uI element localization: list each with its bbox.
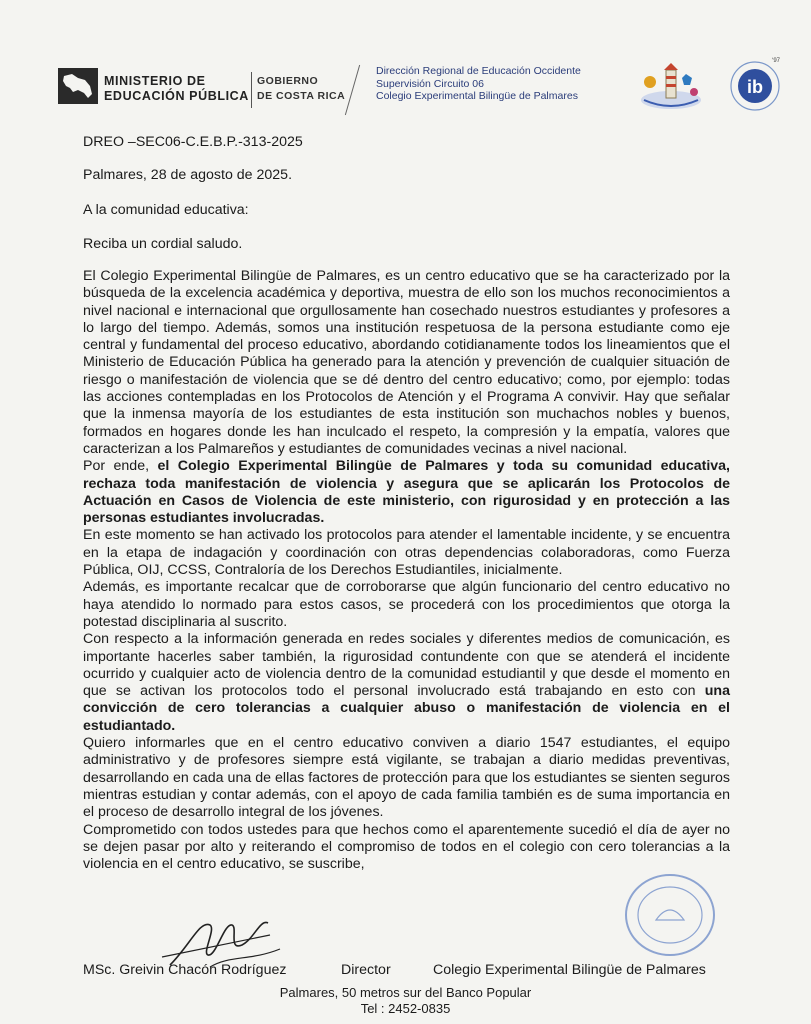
footer-address: Palmares, 50 metros sur del Banco Popular Tel : 2452-0835 [0,985,811,1017]
signer-name: MSc. Greivin Chacón Rodríguez [83,962,287,978]
reference-number: DREO –SEC06-C.E.B.P.-313-2025 [83,134,303,150]
government-name: GOBIERNO DE COSTA RICA [257,75,346,102]
paragraph-4: Además, es importante recalcar que de corroborarse que algún funcionario del centro educativo no haya atendido lo normado para estos casos, se procederá con los procedimientos que otorga la potestad disciplinaria al suscrito. [83,579,730,630]
paragraph-2: Por ende, el Colegio Experimental Bilingüe de Palmares y toda su comunidad educativa, rechaza toda manifestación de violencia y asegura que se aplicarán los Protocolos de Actuación en Casos de Violencia de este ministerio, con rigurosidad y en protección a las personas estudiantes involucradas. [83,458,730,527]
paragraph-5: Con respecto a la información generada en redes sociales y diferentes medios de comunicación, es importante hacerles saber también, la rigurosidad contundente con que se atenderá el incidente ocurrido y cualquier acto de violencia dentro de la comunidad estudiantil y que desde el momento en que se activan los protocolos todo el personal involucrado está trabajando en esto con una convicción de cero tolerancias a cualquier abuso o manifestación de violencia en el estudiantado. [83,631,730,734]
letter-date: Palmares, 28 de agosto de 2025. [83,167,293,183]
letterhead [58,58,781,118]
footer-phone: Tel : 2452-0835 [360,1001,451,1016]
signer-title: Director [341,962,391,978]
school-crest-icon [636,60,706,112]
salutation: Reciba un cordial saludo. [83,236,243,252]
recipient-line: A la comunidad educativa: [83,202,249,218]
svg-text:ib: ib [747,77,763,97]
header-slash-divider [345,65,360,115]
svg-text:‘97: ‘97 [772,58,781,64]
signer-institution: Colegio Experimental Bilingüe de Palmares [433,962,706,978]
paragraph-6: Quiero informarles que en el centro educativo conviven a diario 1547 estudiantes, el equipo administrativo y de profesores siempre está vigilante, se trabajan a diario medidas preventivas, desarrollando en cada una de ellas factores de protección para que los estudiantes se sienten seguros mientras estudian y contar además, con el apoyo de cada familia también es de suma importancia en el proceso de desarrollo integral de los jóvenes. [83,735,730,821]
official-stamp-icon [620,870,720,960]
paragraph-7: Comprometido con todos ustedes para que hechos como el aparentemente sucedió el día de ayer no se dejen pasar por alto y reiterando el compromiso de todos en el colegio con cero tolerancias a la violencia en el centro educativo, se suscribe, [83,821,730,873]
paragraph-3: En este momento se han activado los protocolos para atender el lamentable incidente, y se encuentra en la etapa de indagación y coordinación con otras dependencias colaboradoras, como Fuerza Pública, OIJ, CCSS, Contraloría de los Derechos Estudiantiles, inicialmente. [83,527,730,579]
regional-direction-info: Dirección Regional de Educación Occidente Supervisión Circuito 06 Colegio Experimental Bilingüe de Palmares [376,65,581,102]
header-divider [251,72,252,108]
costa-rica-map-icon [58,68,98,104]
ministry-name: MINISTERIO DE EDUCACIÓN PÚBLICA [104,74,249,103]
ib-logo-icon [728,54,782,114]
paragraph-1: El Colegio Experimental Bilingüe de Palmares, es un centro educativo que se ha caracterizado por la búsqueda de la excelencia académica y deportiva, muestra de ello son los muchos reconocimientos a nivel nacional e internacional que orgullosamente han cosechado nuestros estudiantes y profesores a lo largo del tiempo. Además, somos una institución respetuosa de la persona estudiante como eje central y fundamental del proceso educativo, abordando cotidianamente todos los lineamientos que el Ministerio de Educación Pública ha generado para la atención y prevención de cualquier situación de riesgo o manifestación de violencia que se dé dentro del centro educativo; como, por ejemplo: todas las acciones contempladas en los Protocolos de Atención y el Programa A convivir. Hay que señalar que la inmensa mayoría de los estudiantes de esta institución son muchachos nobles y buenos, formados en hogares donde les han inculcado el respeto, la compresión y la empatía, valores que caracterizan a los Palmareños y estudiantes de comunidades vecinas a nivel nacional. [83,268,730,457]
letter-body [83,268,730,873]
